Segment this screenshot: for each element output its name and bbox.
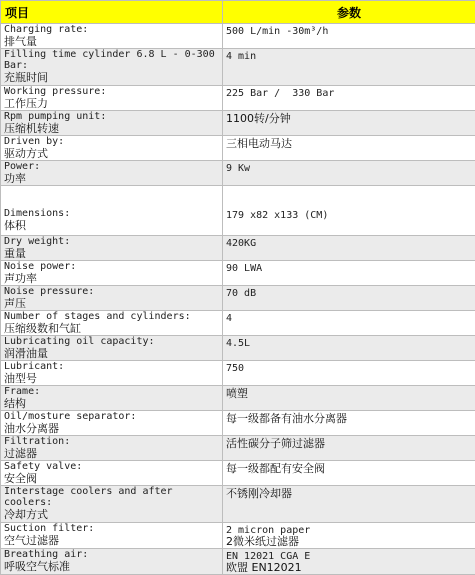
spec-value: 喷塑 [226, 386, 475, 400]
spec-label-cell [1, 186, 223, 236]
table-row [1, 136, 475, 161]
spec-label-en: Breathing air: [4, 549, 222, 560]
spec-label-cn: 安全阀 [4, 472, 222, 485]
spec-label-en: Filling time cylinder 6.8 L - 0-300 Bar: [4, 49, 222, 71]
table-row [1, 24, 475, 49]
spec-value-cell [223, 186, 475, 236]
spec-value-cell [223, 111, 475, 136]
spec-value: 9 Kw [226, 161, 475, 174]
spec-value: EN 12021 CGA E [226, 549, 475, 562]
spec-label-en: Lubricating oil capacity: [4, 336, 222, 347]
spec-label-cell [1, 286, 223, 311]
spec-label-cn: 过滤器 [4, 447, 222, 460]
spec-label-cell [1, 236, 223, 261]
spec-label-cell [1, 49, 223, 86]
spec-label-cn: 压缩级数和气缸 [4, 322, 222, 335]
table-row [1, 336, 475, 361]
spec-value: 420KG [226, 236, 475, 249]
spec-value: 70 dB [226, 286, 475, 299]
table-row [1, 261, 475, 286]
spec-label-en: Charging rate: [4, 24, 222, 35]
spec-value-cell [223, 523, 475, 549]
spec-label-cn: 工作压力 [4, 97, 222, 110]
spec-value: 4.5L [226, 336, 475, 349]
table-row [1, 236, 475, 261]
spec-label-cell [1, 136, 223, 161]
spec-label-cell [1, 336, 223, 361]
spec-label-en: Dimensions: [4, 186, 222, 219]
spec-value: 活性碳分子筛过滤器 [226, 436, 475, 450]
spec-value: 每一级都备有油水分离器 [226, 411, 475, 425]
table-row [1, 461, 475, 486]
spec-value: 1100转/分钟 [226, 111, 475, 125]
table-row [1, 486, 475, 523]
spec-label-cell [1, 436, 223, 461]
spec-value: 2 micron paper [226, 523, 475, 536]
table-row [1, 386, 475, 411]
spec-label-cn: 呼吸空气标准 [4, 560, 222, 573]
spec-value: 4 [226, 311, 475, 324]
spec-value-cell [223, 286, 475, 311]
spec-label-cell [1, 24, 223, 49]
table-row [1, 311, 475, 336]
spec-value-cell [223, 486, 475, 523]
table-row [1, 161, 475, 186]
spec-value-cell [223, 49, 475, 86]
table-row [1, 361, 475, 386]
spec-label-en: Suction filter: [4, 523, 222, 534]
header-row [1, 1, 475, 24]
spec-value-cell [223, 436, 475, 461]
spec-label-cell [1, 86, 223, 111]
table-row [1, 111, 475, 136]
spec-label-cell [1, 161, 223, 186]
spec-label-cn: 重量 [4, 247, 222, 260]
spec-label-cn: 结构 [4, 397, 222, 410]
spec-label-cn: 空气过滤器 [4, 534, 222, 547]
spec-label-en: Lubricant: [4, 361, 222, 372]
spec-value: 4 min [226, 49, 475, 62]
table-row [1, 49, 475, 86]
spec-value-cell [223, 24, 475, 49]
spec-value-cell [223, 261, 475, 286]
spec-label-cn: 油型号 [4, 372, 222, 385]
spec-label-cell [1, 486, 223, 523]
table-row [1, 411, 475, 436]
table-row [1, 186, 475, 236]
spec-label-cn: 声压 [4, 297, 222, 310]
spec-value-cell [223, 549, 475, 575]
spec-value-cell [223, 461, 475, 486]
spec-label-cn: 体积 [4, 219, 222, 232]
header-item: 项目 [1, 1, 223, 24]
table-row [1, 86, 475, 111]
spec-label-cn: 充瓶时间 [4, 71, 222, 84]
spec-label-cell [1, 311, 223, 336]
spec-label-en: Noise power: [4, 261, 222, 272]
spec-value: 不锈刚冷却器 [226, 486, 475, 500]
spec-label-cn: 排气量 [4, 35, 222, 48]
spec-label-en: Frame: [4, 386, 222, 397]
spec-value: 225 Bar / 330 Bar [226, 86, 475, 99]
spec-label-en: Dry weight: [4, 236, 222, 247]
spec-value-cell [223, 136, 475, 161]
spec-value-cell [223, 361, 475, 386]
spec-value: 500 L/min -30m³/h [226, 24, 475, 37]
spec-label-en: Rpm pumping unit: [4, 111, 222, 122]
spec-rows [1, 24, 475, 575]
spec-value-cell [223, 386, 475, 411]
spec-label-cell [1, 411, 223, 436]
spec-value: 179 x82 x133 (CM) [226, 186, 475, 221]
spec-label-en: Noise pressure: [4, 286, 222, 297]
spec-label-en: Safety valve: [4, 461, 222, 472]
spec-label-cn: 功率 [4, 172, 222, 185]
table-row [1, 286, 475, 311]
spec-label-cn: 驱动方式 [4, 147, 222, 160]
spec-label-cn: 压缩机转速 [4, 122, 222, 135]
spec-value: 90 LWA [226, 261, 475, 274]
spec-label-cell [1, 549, 223, 575]
spec-label-cn: 润滑油量 [4, 347, 222, 360]
spec-value-cell [223, 311, 475, 336]
spec-label-en: Interstage coolers and after coolers: [4, 486, 222, 508]
spec-label-cell [1, 523, 223, 549]
table-row [1, 549, 475, 575]
spec-value: 每一级都配有安全阀 [226, 461, 475, 475]
spec-label-cell [1, 461, 223, 486]
spec-label-en: Driven by: [4, 136, 222, 147]
spec-label-en: Power: [4, 161, 222, 172]
spec-label-en: Working pressure: [4, 86, 222, 97]
spec-label-cell [1, 386, 223, 411]
spec-value-cn: 欧盟 EN12021 [226, 562, 475, 574]
table-row [1, 523, 475, 549]
spec-label-cn: 油水分离器 [4, 422, 222, 435]
spec-label-cell [1, 361, 223, 386]
spec-label-cell [1, 261, 223, 286]
spec-label-cn: 声功率 [4, 272, 222, 285]
spec-label-en: Filtration: [4, 436, 222, 447]
header-param: 参数 [223, 1, 475, 24]
spec-value: 三相电动马达 [226, 136, 475, 150]
spec-value-cell [223, 161, 475, 186]
spec-value: 750 [226, 361, 475, 374]
spec-value-cell [223, 86, 475, 111]
spec-label-cell [1, 111, 223, 136]
spec-value-cn: 2微米纸过滤器 [226, 536, 475, 548]
spec-value-cell [223, 411, 475, 436]
spec-value-cell [223, 236, 475, 261]
spec-value-cell [223, 336, 475, 361]
spec-label-en: Number of stages and cylinders: [4, 311, 222, 322]
spec-label-cn: 冷却方式 [4, 508, 222, 521]
table-row [1, 436, 475, 461]
spec-label-en: Oil/mosture separator: [4, 411, 222, 422]
